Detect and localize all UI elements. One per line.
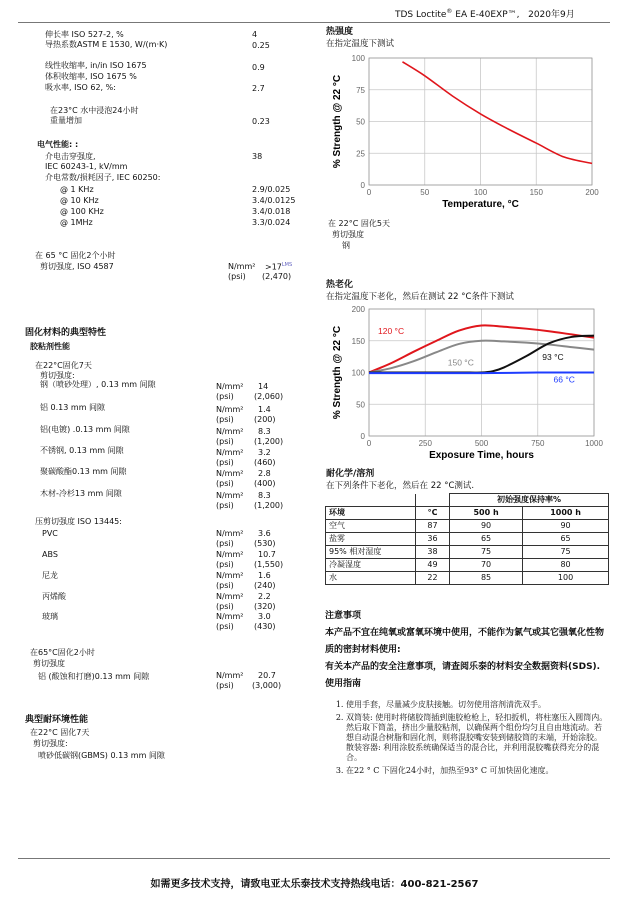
- cure22-line1: 在22°C固化7天: [35, 361, 92, 370]
- env-line3: 喷砂低碳钢(GBMS) 0.13 mm 间隙: [38, 751, 165, 760]
- unit-psi: (psi): [216, 622, 234, 631]
- unit-mpa: N/mm²: [216, 529, 244, 538]
- heat-aging-chart: [326, 303, 610, 461]
- unit-psi: (psi): [216, 602, 234, 611]
- substrate-psi: (460): [254, 458, 276, 467]
- hot-note1: 在 22°C 固化5天: [328, 219, 390, 228]
- substrate-name: 铝 0.13 mm 间隙: [40, 403, 106, 412]
- substrate-psi: (400): [254, 479, 276, 488]
- plastic-mpa: 2.2: [258, 592, 271, 601]
- plastic-mpa: 3.0: [258, 612, 271, 621]
- notes-p1: 本产品不宜在纯氧或富氧环境中使用，不能作为氯气或其它强氧化性物质的密封材料使用:: [325, 628, 605, 656]
- dielectric-std: IEC 60243-1, kV/mm: [45, 162, 128, 171]
- table-row: [326, 546, 609, 559]
- prop-label: 线性收缩率, in/in ISO 1675: [45, 61, 147, 70]
- plastic-mpa: 3.6: [258, 529, 271, 538]
- substrate-mpa: 8.3: [258, 427, 271, 436]
- substrate-mpa: 2.8: [258, 469, 271, 478]
- dielectric-value: 38: [252, 152, 263, 161]
- table-cell-env: 空气: [326, 520, 416, 533]
- table-cell-h500: 70: [450, 559, 523, 572]
- y-tick-label: 100: [351, 368, 365, 378]
- unit-psi: (psi): [216, 501, 234, 510]
- plastic-name: 丙烯酸: [42, 592, 66, 601]
- unit-psi: (psi): [228, 272, 246, 281]
- cure22-line2: 剪切强度:: [40, 371, 75, 380]
- env-line2: 剪切强度:: [33, 739, 68, 748]
- table-cell-temp: 87: [416, 520, 450, 533]
- freq-value: 2.9/0.025: [252, 185, 291, 194]
- unit-mpa: N/mm²: [216, 671, 244, 680]
- y-axis-label: % Strength @ 22 °C: [332, 74, 343, 169]
- unit-mpa: N/mm²: [216, 405, 244, 414]
- hot-strength-chart: [326, 52, 608, 214]
- unit-psi: (psi): [216, 458, 234, 467]
- plastic-psi: (320): [254, 602, 276, 611]
- chem-table-body: [326, 520, 609, 585]
- table-cell-temp: 36: [416, 533, 450, 546]
- adhesive-title: 胶粘剂性能: [30, 342, 70, 351]
- table-cell: [416, 494, 450, 507]
- unit-psi: (psi): [216, 560, 234, 569]
- heat-aging-subtitle: 在指定温度下老化，然后在测试 22 °C条件下测试: [326, 292, 514, 302]
- substrate-mpa: 8.3: [258, 491, 271, 500]
- y-tick-label: 100: [351, 54, 365, 63]
- x-tick-label: 100: [473, 188, 488, 197]
- x-tick-label: 750: [531, 439, 545, 448]
- substrate-mpa: 1.4: [258, 405, 271, 414]
- header-divider: [18, 22, 610, 23]
- substrate-name: 不锈钢, 0.13 mm 间隙: [40, 446, 124, 455]
- unit-mpa: N/mm²: [216, 491, 244, 500]
- prop-value: 0.25: [252, 41, 270, 50]
- cure65-psi: (2,470): [262, 272, 292, 281]
- series-label: 150 °C: [447, 357, 474, 368]
- table-row: [326, 559, 609, 572]
- cure65-value: [265, 262, 292, 272]
- table-cell-env: 95% 相对湿度: [326, 546, 416, 559]
- table-cell-h1000: 80: [523, 559, 609, 572]
- y-tick-label: 50: [356, 400, 365, 410]
- table-cell-temp: 38: [416, 546, 450, 559]
- page-header: [395, 8, 575, 21]
- series-line-0: [402, 62, 592, 164]
- env-title: 典型耐环境性能: [25, 715, 89, 725]
- plastic-psi: (1,550): [254, 560, 284, 569]
- header-brand: TDS Loctite: [395, 10, 447, 20]
- chem-table: [325, 493, 609, 585]
- freq-label: @ 1MHz: [60, 218, 93, 227]
- freq-value: 3.3/0.024: [252, 218, 291, 227]
- cure65-value-sup: LMS: [281, 262, 293, 268]
- x-tick-label: 0: [366, 188, 372, 197]
- col-env: 环境: [326, 507, 416, 520]
- freq-value: 3.4/0.0125: [252, 196, 296, 205]
- table-cell-temp: 22: [416, 572, 450, 585]
- freq-label: @ 100 KHz: [60, 207, 104, 216]
- prop-label: 伸长率 ISO 527-2, %: [45, 30, 124, 39]
- usage-title: 使用指南: [325, 679, 362, 690]
- plastic-name: ABS: [42, 550, 58, 559]
- substrate-psi: (200): [254, 415, 276, 424]
- table-cell-h1000: 65: [523, 533, 609, 546]
- unit-psi: (psi): [216, 539, 234, 548]
- cure65-value-main: >17: [265, 262, 282, 272]
- y-tick-label: 150: [351, 336, 365, 346]
- cured-title: 固化材料的典型特性: [25, 328, 107, 338]
- footer-divider: [18, 858, 610, 859]
- unit-mpa: N/mm²: [216, 382, 244, 391]
- x-tick-label: 200: [585, 188, 599, 197]
- table-cell-env: 冷凝湿度: [326, 559, 416, 572]
- table-cell-h1000: 100: [523, 572, 609, 585]
- cure65b-mpa: 20.7: [258, 671, 276, 680]
- table-row: [326, 494, 609, 507]
- series-label: 66 °C: [553, 374, 575, 385]
- table-cell-temp: 49: [416, 559, 450, 572]
- table-cell-h500: 65: [450, 533, 523, 546]
- freq-label: @ 1 KHz: [60, 185, 94, 194]
- unit-mpa: N/mm²: [216, 571, 244, 580]
- plastic-psi: (240): [254, 581, 276, 590]
- compressive-title: 压剪切强度 ISO 13445:: [35, 517, 122, 526]
- prop-value: 4: [252, 30, 258, 39]
- chem-title: 耐化学/溶剂: [326, 469, 375, 479]
- y-tick-label: 0: [360, 432, 365, 441]
- cure65b-line2: 剪切强度: [33, 659, 65, 668]
- x-tick-label: 500: [474, 439, 489, 448]
- table-cell-h500: 90: [450, 520, 523, 533]
- table-cell-h500: 85: [450, 572, 523, 585]
- prop-label: 导热系数ASTM E 1530, W/(m·K): [45, 40, 168, 49]
- y-tick-label: 25: [356, 149, 365, 159]
- plastic-name: 尼龙: [42, 571, 58, 580]
- series-label: 93 °C: [542, 351, 564, 362]
- y-tick-label: 50: [356, 117, 365, 127]
- cure65-line1: 在 65 °C 固化2个小时: [35, 251, 116, 260]
- prop-value: 2.7: [252, 84, 265, 93]
- table-cell-h1000: 75: [523, 546, 609, 559]
- prop-label: 吸水率, ISO 62, %:: [45, 83, 116, 92]
- constant-label: 介电常数/损耗因子, IEC 60250:: [45, 173, 161, 182]
- cure65b-name: 铝 (酸蚀和打磨)0.13 mm 间隙: [38, 672, 150, 681]
- freq-label: @ 10 KHz: [60, 196, 99, 205]
- chem-subtitle: 在下列条件下老化，然后在 22 °C测试.: [326, 481, 475, 491]
- series-label: 120 °C: [378, 325, 405, 336]
- list-item: 2. 双筒装: 使用时将储胶筒插到施胶枪枪上，轻扣扳机，将柱塞压入圆筒内。然后取下筒盖，挤出少量胶粘剂，以确保两个组份均匀且自由地流动。若想自动混合树脂和固化剂，则将混胶嘴安装到储胶筒的末端，开始涂胶。散装容器: 利用涂胶系统确保适当的混合比，并利用混胶嘴获得充分的混合。: [346, 713, 608, 763]
- hot-strength-subtitle: 在指定温度下测试: [326, 39, 395, 49]
- table-row: [326, 507, 609, 520]
- x-tick-label: 0: [366, 439, 372, 448]
- list-item: 1. 使用手套，尽量减少皮肤接触。切勿使用溶剂清洗双手。: [346, 700, 608, 710]
- plastic-name: 玻璃: [42, 612, 58, 621]
- unit-psi: (psi): [216, 681, 234, 690]
- unit-mpa: N/mm²: [216, 448, 244, 457]
- substrate-name: 铝(电镀) .0.13 mm 间隙: [40, 425, 130, 434]
- table-cell-h1000: 90: [523, 520, 609, 533]
- prop-value: 0.23: [252, 117, 270, 126]
- table-group-header: 初始强度保持率%: [450, 494, 609, 507]
- notes-p2: 有关本产品的安全注意事项，请查阅乐泰的材料安全数据资料(SDS).: [325, 662, 601, 673]
- header-product: EA E-40EXP™,: [452, 10, 520, 20]
- unit-mpa: N/mm²: [216, 427, 244, 436]
- col-temp: °C: [416, 507, 450, 520]
- cure65-line2: 剪切强度, ISO 4587: [40, 262, 114, 271]
- plastic-mpa: 10.7: [258, 550, 276, 559]
- prop-label: 重量增加: [50, 116, 82, 125]
- series-line-3: [369, 372, 594, 373]
- substrate-psi: (2,060): [254, 392, 284, 401]
- x-tick-label: 50: [420, 188, 430, 197]
- x-axis-label: Temperature, °C: [442, 199, 519, 210]
- y-axis-label: % Strength @ 22 °C: [332, 325, 343, 420]
- x-tick-label: 150: [529, 188, 543, 197]
- plastic-psi: (530): [254, 539, 276, 548]
- y-tick-label: 75: [356, 85, 365, 95]
- table-cell-env: 水: [326, 572, 416, 585]
- table-cell: [326, 494, 416, 507]
- table-cell-env: 盐雾: [326, 533, 416, 546]
- unit-mpa: N/mm²: [216, 612, 244, 621]
- footer-text: 如需更多技术支持，请致电亚太乐泰技术支持热线电话：400-821-2567: [150, 879, 479, 890]
- hot-strength-title: 热强度: [326, 27, 354, 37]
- cure65b-psi: (3,000): [252, 681, 282, 690]
- table-row: [326, 520, 609, 533]
- list-item: 3. 在22 ° C 下固化24小时，加热至93° C 可加快固化速度。: [346, 766, 608, 776]
- notes-section: [325, 608, 610, 693]
- notes-title: 注意事项: [325, 611, 362, 621]
- unit-mpa: N/mm²: [216, 592, 244, 601]
- unit-psi: (psi): [216, 581, 234, 590]
- substrate-mpa: 3.2: [258, 448, 271, 457]
- x-axis-label: Exposure Time, hours: [429, 450, 534, 461]
- substrate-psi: (1,200): [254, 437, 284, 446]
- freq-value: 3.4/0.018: [252, 207, 291, 216]
- env-line1: 在22°C 固化7天: [30, 728, 90, 737]
- dielectric-label: 介电击穿强度,: [45, 152, 96, 161]
- prop-value: 0.9: [252, 63, 265, 72]
- prop-label: 体积收缩率, ISO 1675 %: [45, 72, 137, 81]
- unit-psi: (psi): [216, 479, 234, 488]
- plastic-mpa: 1.6: [258, 571, 271, 580]
- table-row: [326, 533, 609, 546]
- x-tick-label: 250: [418, 439, 432, 448]
- unit-psi: (psi): [216, 392, 234, 401]
- cure65b-line1: 在65°C固化2小时: [30, 648, 95, 657]
- unit-mpa: N/mm²: [216, 469, 244, 478]
- plastic-psi: (430): [254, 622, 276, 631]
- substrate-mpa: 14: [258, 382, 269, 391]
- x-tick-label: 1000: [585, 439, 603, 448]
- plastic-name: PVC: [42, 529, 58, 538]
- electrical-title: 电气性能: :: [37, 140, 79, 149]
- hot-note2: 剪切强度: [332, 230, 364, 239]
- unit-mpa: N/mm²: [228, 262, 256, 271]
- table-cell-h500: 75: [450, 546, 523, 559]
- unit-mpa: N/mm²: [216, 550, 244, 559]
- hot-note3: 钢: [342, 241, 350, 250]
- unit-psi: (psi): [216, 415, 234, 424]
- usage-steps: [346, 700, 608, 779]
- substrate-name: 木材-冷杉13 mm 间隙: [40, 489, 122, 498]
- table-row: [326, 572, 609, 585]
- header-brand-sup: ®: [446, 8, 453, 15]
- substrate-psi: (1,200): [254, 501, 284, 510]
- substrate-name: 钢（喷砂处理）, 0.13 mm 间隙: [40, 380, 156, 389]
- y-tick-label: 0: [360, 181, 365, 190]
- header-date: 2020年9月: [528, 10, 575, 20]
- col-500: 500 h: [450, 507, 523, 520]
- y-tick-label: 200: [351, 305, 365, 314]
- prop-label: 在23°C 水中浸泡24小时: [50, 106, 139, 115]
- col-1000: 1000 h: [523, 507, 609, 520]
- unit-psi: (psi): [216, 437, 234, 446]
- substrate-name: 聚碳酸酯0.13 mm 间隙: [40, 467, 127, 476]
- heat-aging-title: 热老化: [326, 280, 354, 290]
